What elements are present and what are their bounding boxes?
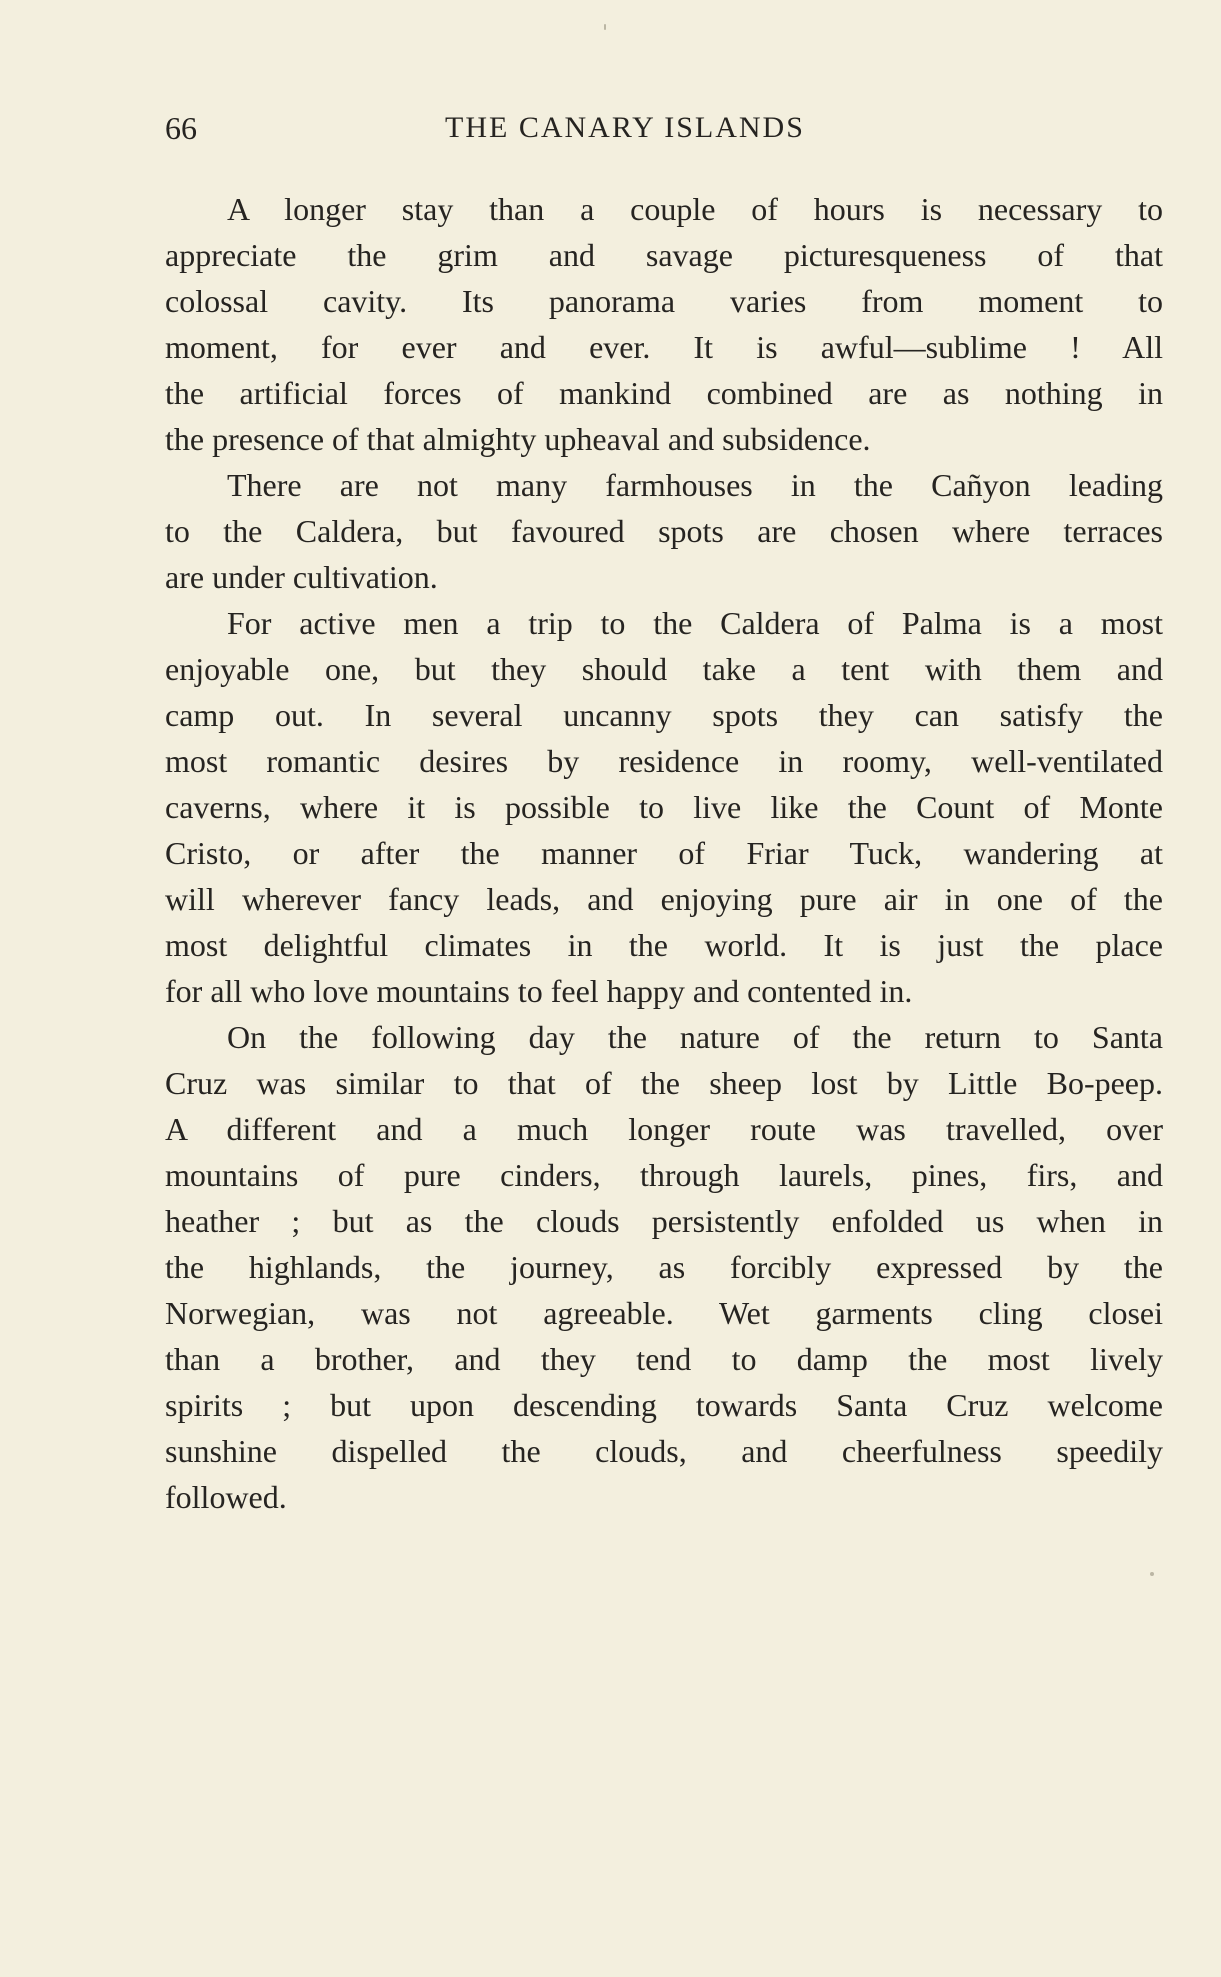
text-line: spirits ; but upon descending towards Santa Cruz welcome (165, 1387, 1163, 1423)
paper-speck (604, 24, 606, 30)
text-line: most romantic desires by residence in roomy, well-ventilated (165, 743, 1163, 779)
text-line: heather ; but as the clouds persistently enfolded us when in (165, 1203, 1163, 1239)
running-title: THE CANARY ISLANDS (445, 111, 805, 144)
paragraph-4 (165, 1014, 1163, 1520)
text-line: to the Caldera, but favoured spots are chosen where terraces (165, 513, 1163, 549)
text-line: camp out. In several uncanny spots they can satisfy the (165, 697, 1163, 733)
text-line: the highlands, the journey, as forcibly expressed by the (165, 1249, 1163, 1285)
paper-speck (1150, 1572, 1154, 1576)
text-line: followed. (165, 1479, 287, 1515)
text-line: than a brother, and they tend to damp the most lively (165, 1341, 1163, 1377)
text-line: moment, for ever and ever. It is awful—sublime ! All (165, 329, 1163, 365)
text-line: enjoyable one, but they should take a tent with them and (165, 651, 1163, 687)
text-line: Cristo, or after the manner of Friar Tuck, wandering at (165, 835, 1163, 871)
text-line: On the following day the nature of the return to Santa (227, 1019, 1163, 1055)
paragraph-2 (165, 462, 1163, 600)
text-line: are under cultivation. (165, 559, 438, 595)
page-header (165, 108, 1163, 158)
text-line: the artificial forces of mankind combined are as nothing in (165, 375, 1163, 411)
text-line: colossal cavity. Its panorama varies from moment to (165, 283, 1163, 319)
paragraph-1 (165, 186, 1163, 462)
text-line: mountains of pure cinders, through laurels, pines, firs, and (165, 1157, 1163, 1193)
text-line: For active men a trip to the Caldera of Palma is a most (227, 605, 1163, 641)
text-line: Norwegian, was not agreeable. Wet garments cling closei (165, 1295, 1163, 1331)
text-line: caverns, where it is possible to live like the Count of Monte (165, 789, 1163, 825)
body-text (165, 186, 1163, 1520)
text-line: the presence of that almighty upheaval and subsidence. (165, 421, 871, 457)
text-line: A longer stay than a couple of hours is necessary to (227, 191, 1163, 227)
text-line: sunshine dispelled the clouds, and cheerfulness speedily (165, 1433, 1163, 1469)
text-line: most delightful climates in the world. It is just the place (165, 927, 1163, 963)
text-line: There are not many farmhouses in the Cañyon leading (227, 467, 1163, 503)
text-line: for all who love mountains to feel happy and contented in. (165, 973, 913, 1009)
text-line: will wherever fancy leads, and enjoying pure air in one of the (165, 881, 1163, 917)
paragraph-3 (165, 600, 1163, 1014)
text-line: A different and a much longer route was travelled, over (165, 1111, 1163, 1147)
text-line: appreciate the grim and savage picturesqueness of that (165, 237, 1163, 273)
text-line: Cruz was similar to that of the sheep lost by Little Bo-peep. (165, 1065, 1163, 1101)
page-number: 66 (165, 110, 197, 146)
